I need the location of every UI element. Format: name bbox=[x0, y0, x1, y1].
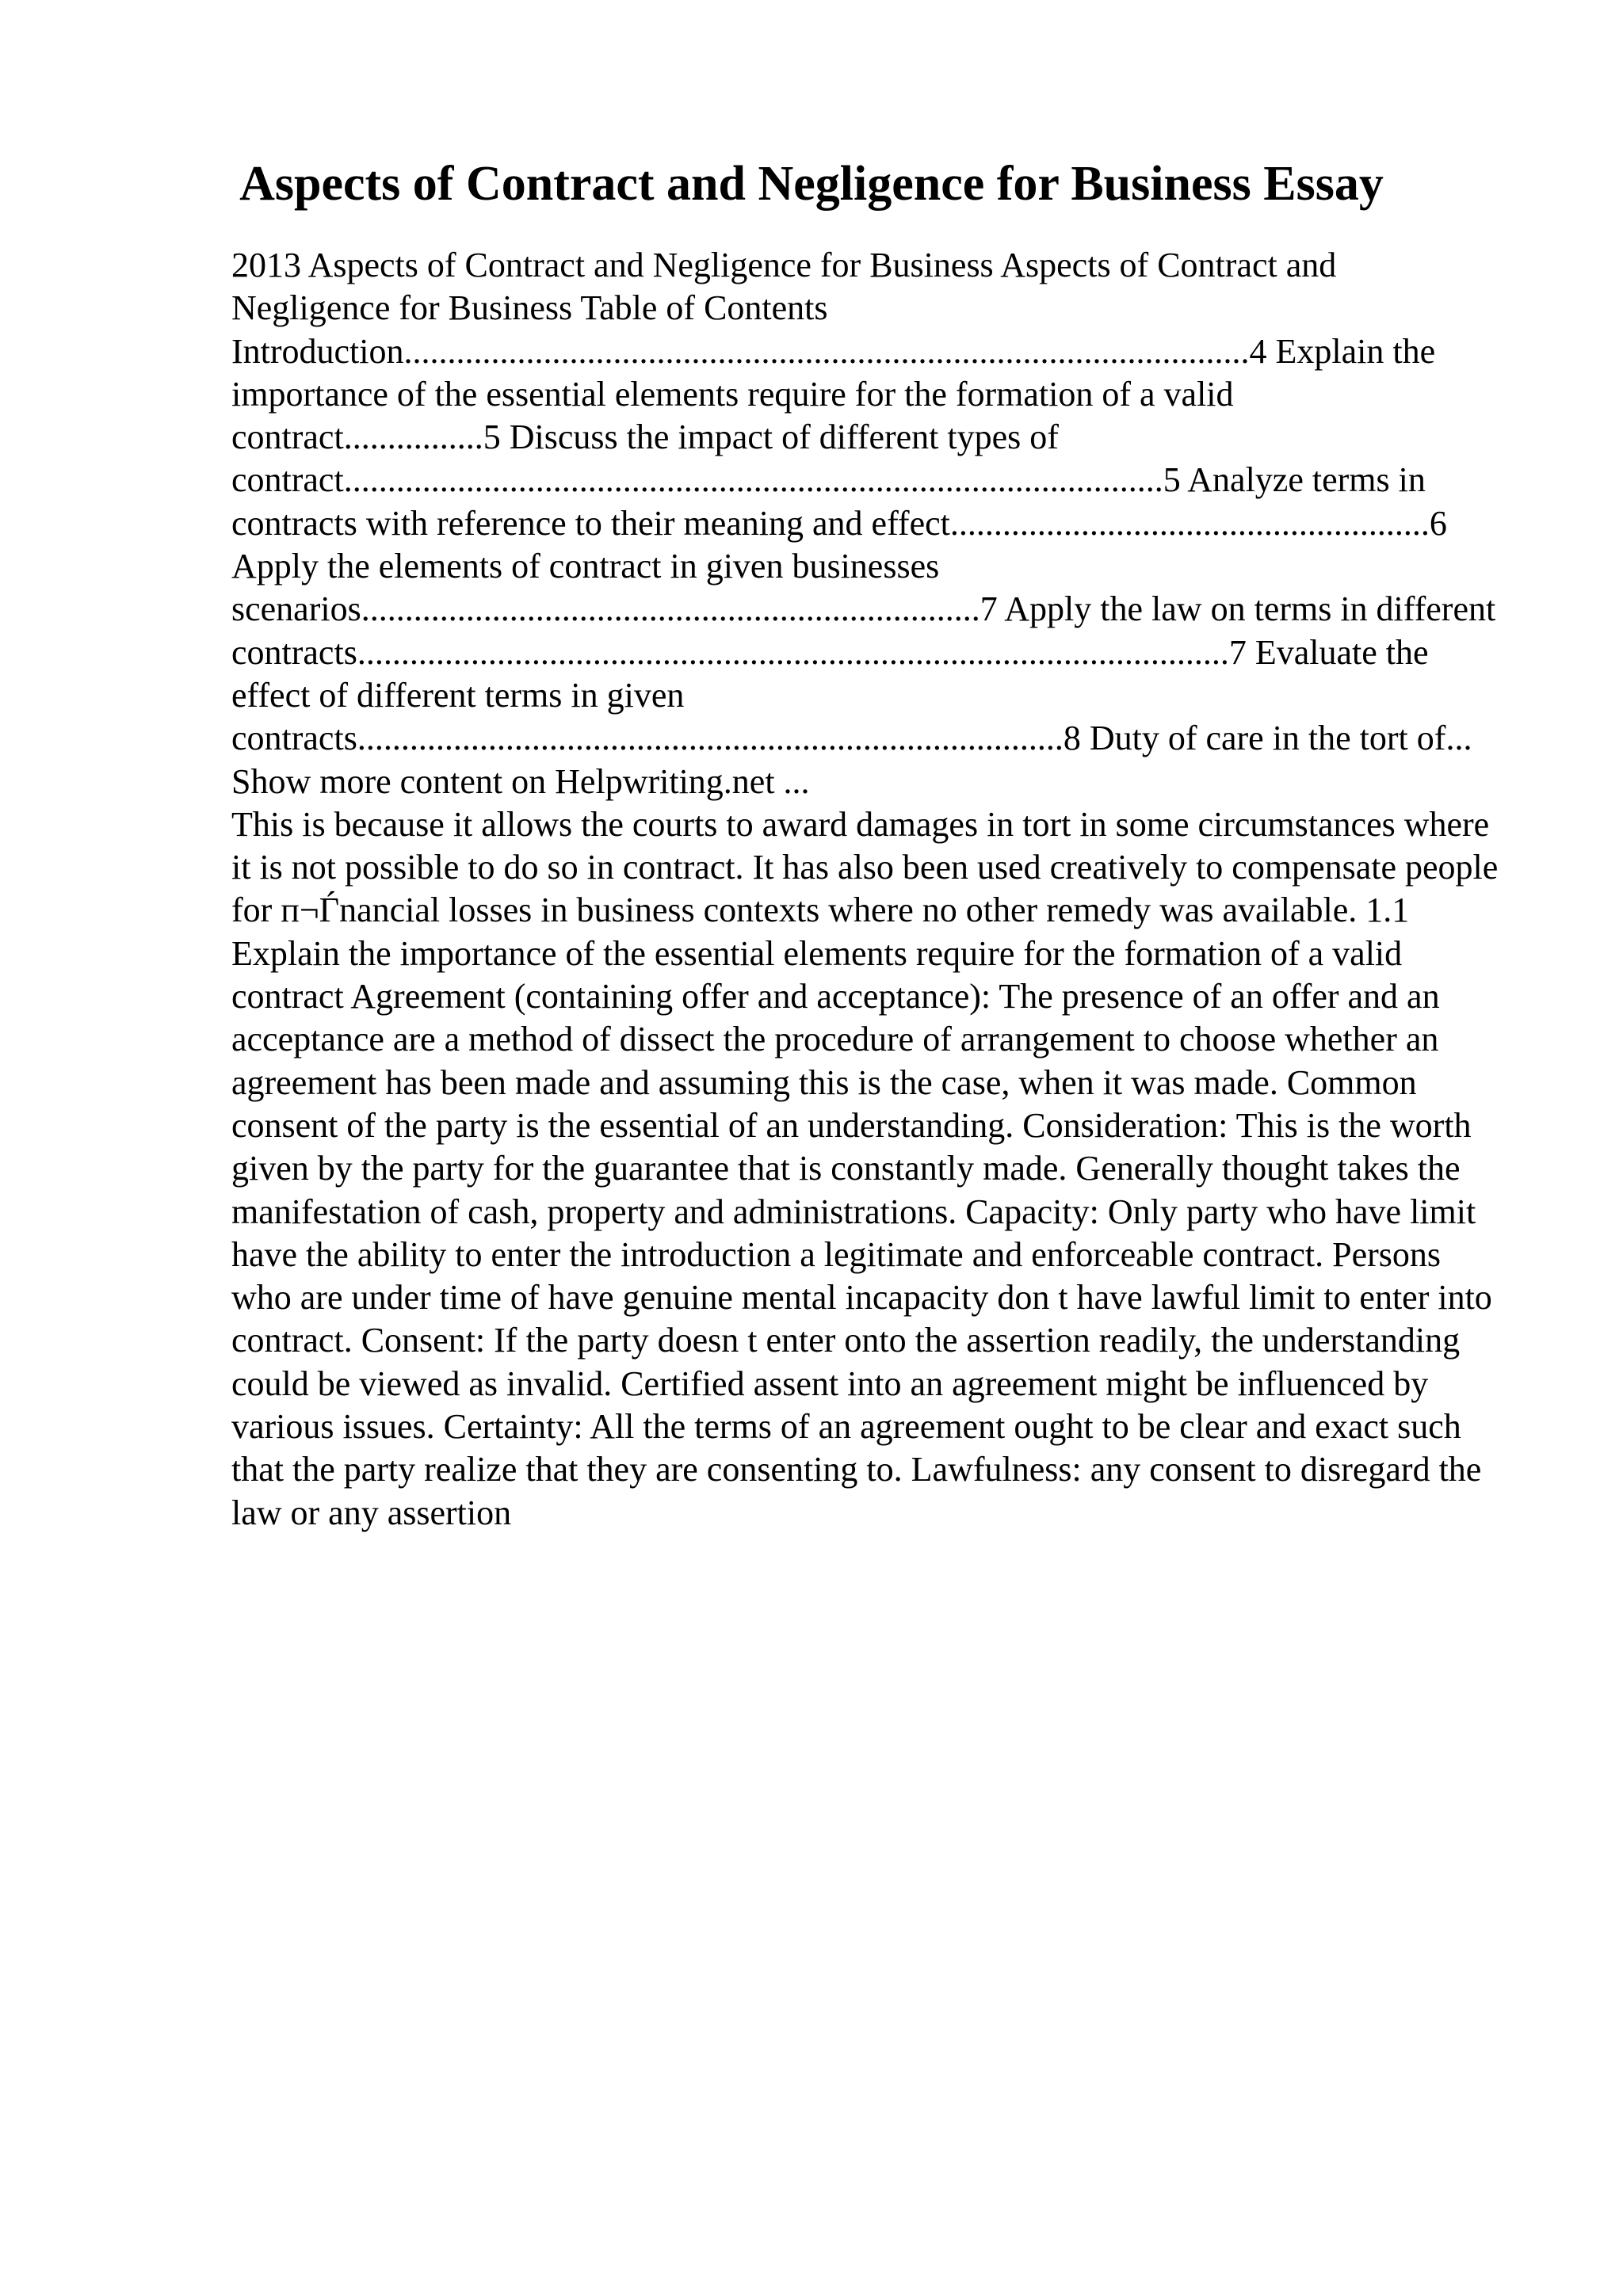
main-paragraph: This is because it allows the courts to award damages in tort in some circumstances where it is not possible to do so in contract. It has also been used creatively to compensate people for п¬Ѓnancial losses in business contexts where no other remedy was available. 1.1 Explain the importance of the essential elements require for the formation of a valid contract Agreement (containing offer and acceptance): The presence of an offer and an acceptance are a method of dissect the procedure of arrangement to choose whether an agreement has been made and assuming this is the case, when it was made. Common consent of the party is the essential of an understanding. Consideration: This is the worth given by the party for the guarantee that is constantly made. Generally thought takes the manifestation of cash, property and administrations. Capacity: Only party who have limit have the ability to enter the introduction a legitimate and enforceable contract. Persons who are under time of have genuine mental incapacity don t have lawful limit to enter into contract. Consent: If the party doesn t enter onto the assertion readily, the understanding could be viewed as invalid. Certified assent into an agreement might be influenced by various issues. Certainty: All the terms of an agreement ought to be clear and exact such that the party realize that they are consenting to. Lawfulness: any consent to disregard the law or any assertion bbox=[231, 804, 1499, 1532]
intro-paragraph: 2013 Aspects of Contract and Negligence for Business Aspects of Contract and Negligence for Business Table of Contents Introduction.................................................................................................4 Explain the importance of the essential elements require for the formation of a valid contract................5 Discuss the impact of different types of contract..............................................................................................5 Analyze terms in contracts with reference to their meaning and effect.......................................................6 Apply the elements of contract in given businesses scenarios.......................................................................7 Apply the law on terms in different contracts....................................................................................................7 Evaluate the effect of different terms in given contracts.................................................................................8 Duty of care in the tort of... Show more content on Helpwriting.net ... bbox=[231, 246, 1496, 801]
document-title: Aspects of Contract and Negligence for Business Essay bbox=[239, 157, 1384, 211]
document-body bbox=[231, 244, 1499, 1535]
